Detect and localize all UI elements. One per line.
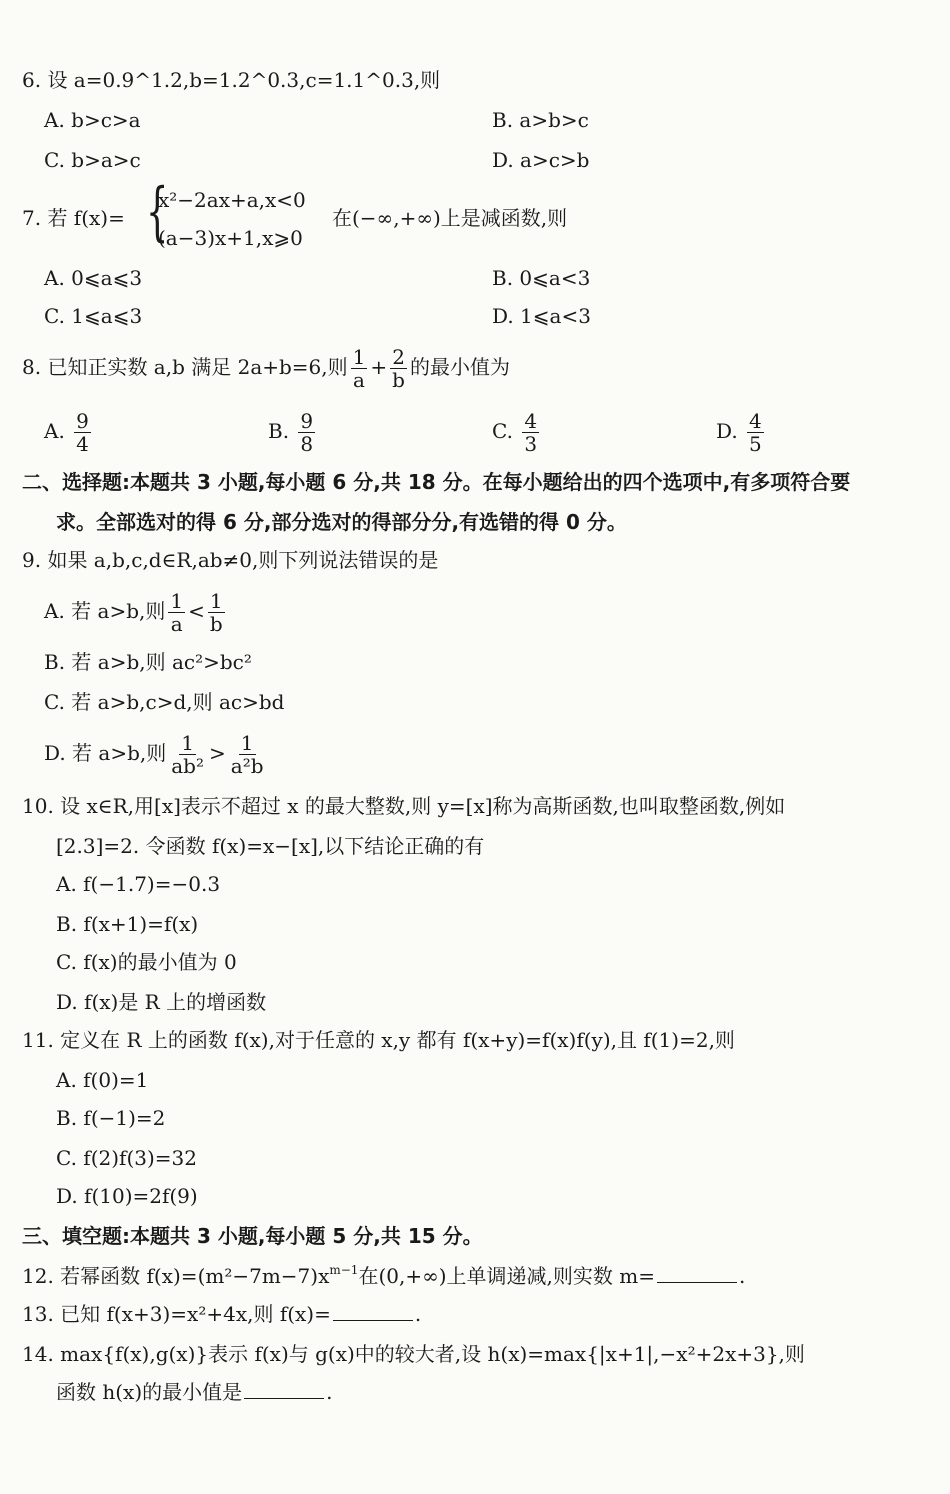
q8-option-b: B. $\frac{9}{8}$ [268, 409, 314, 456]
q11-option-d: D. f(10)=2f(9) [56, 1184, 198, 1208]
q8-fraction-2: $\frac{2}{b}$ [392, 345, 405, 392]
q9-option-d: D. 若 a>b,则 $\frac{1}{\text{ab²}}$ > $\frac{1}{\text{a²b}}$ [44, 731, 264, 778]
q10-option-d: D. f(x)是 R 上的增函数 [56, 990, 267, 1014]
q11-option-b: B. f(−1)=2 [56, 1106, 166, 1130]
q9-option-b: B. 若 a>b,则 ac²>bc² [44, 650, 252, 674]
q8-option-a: A. $\frac{9}{4}$ [44, 409, 89, 456]
q7-prefix: 7. 若 f(x)= [22, 206, 125, 230]
q8-suffix: 的最小值为 [409, 355, 510, 379]
q9-option-a: A. 若 a>b,则 $\frac{1}{a}$ < $\frac{1}{b}$ [44, 589, 223, 636]
q11-option-a: A. f(0)=1 [56, 1068, 149, 1092]
q13-answer-blank[interactable] [333, 1302, 413, 1321]
q7-case-2: (a−3)x+1,x⩾0 [158, 226, 303, 250]
section-2-heading-cont: 求。全部选对的得 6 分,部分选对的得部分分,有选错的得 0 分。 [56, 510, 627, 534]
q10-option-a: A. f(−1.7)=−0.3 [56, 872, 221, 896]
q8-option-d: D. $\frac{4}{5}$ [716, 409, 762, 456]
q10-option-c: C. f(x)的最小值为 0 [56, 950, 237, 974]
q6-option-c: C. b>a>c [44, 148, 141, 172]
q8-plus: + [370, 355, 388, 379]
q7-option-a: A. 0⩽a⩽3 [44, 266, 143, 290]
q9-option-c: C. 若 a>b,c>d,则 ac>bd [44, 690, 285, 714]
q8-fraction-1: $\frac{1}{a}$ [352, 345, 366, 392]
q7-case-1: x²−2ax+a,x<0 [158, 188, 306, 212]
q6-option-d: D. a>c>b [492, 148, 590, 172]
q8-option-c: C. $\frac{4}{3}$ [492, 409, 538, 456]
q8-stem [22, 342, 510, 392]
q7-brace: { [146, 175, 169, 249]
section-3-heading: 三、填空题:本题共 3 小题,每小题 5 分,共 15 分。 [22, 1224, 483, 1248]
q6-option-b: B. a>b>c [492, 108, 589, 132]
q10-stem-cont: [2.3]=2. 令函数 f(x)=x−[x],以下结论正确的有 [56, 834, 485, 858]
q12-stem: 12. 若幂函数 $f(x)=(m^2-7m-7)x^{m-1}$在(0,+∞)上单调递减,则实数 m= . [22, 1263, 746, 1288]
q10-option-b: B. f(x+1)=f(x) [56, 912, 199, 936]
q14-stem: 14. max{f(x),g(x)}表示 f(x)与 g(x)中的较大者,设 h(x)=max{|x+1|,−x²+2x+3},则 [22, 1342, 805, 1366]
q7-suffix: 在(−∞,+∞)上是减函数,则 [332, 206, 568, 230]
q12-exponent: m−1 [329, 1263, 359, 1277]
q6-stem: 6. 设 a=0.9^1.2,b=1.2^0.3,c=1.1^0.3,则 [22, 68, 441, 92]
section-2-heading: 二、选择题:本题共 3 小题,每小题 6 分,共 18 分。在每小题给出的四个选项中,有多项符合要 [22, 470, 851, 494]
q7-option-c: C. 1⩽a⩽3 [44, 304, 143, 328]
q11-option-c: C. f(2)f(3)=32 [56, 1146, 197, 1170]
q14-answer-blank[interactable] [244, 1380, 324, 1399]
q13-stem: 13. 已知 f(x+3)=x²+4x,则 f(x)= . [22, 1302, 422, 1326]
q7-option-d: D. 1⩽a<3 [492, 304, 591, 328]
q14-stem-cont: 函数 h(x)的最小值是 . [56, 1380, 333, 1404]
q12-answer-blank[interactable] [657, 1264, 737, 1283]
q9-stem: 9. 如果 a,b,c,d∈R,ab≠0,则下列说法错误的是 [22, 548, 439, 572]
q10-stem: 10. 设 x∈R,用[x]表示不超过 x 的最大整数,则 y=[x]称为高斯函数,也叫取整函数,例如 [22, 794, 786, 818]
q7-option-b: B. 0⩽a<3 [492, 266, 591, 290]
q8-prefix: 8. 已知正实数 a,b 满足 2a+b=6,则 [22, 355, 348, 379]
q6-option-a: A. b>c>a [44, 108, 141, 132]
q11-stem: 11. 定义在 R 上的函数 f(x),对于任意的 x,y 都有 f(x+y)=f(x)f(y),且 f(1)=2,则 [22, 1028, 735, 1052]
